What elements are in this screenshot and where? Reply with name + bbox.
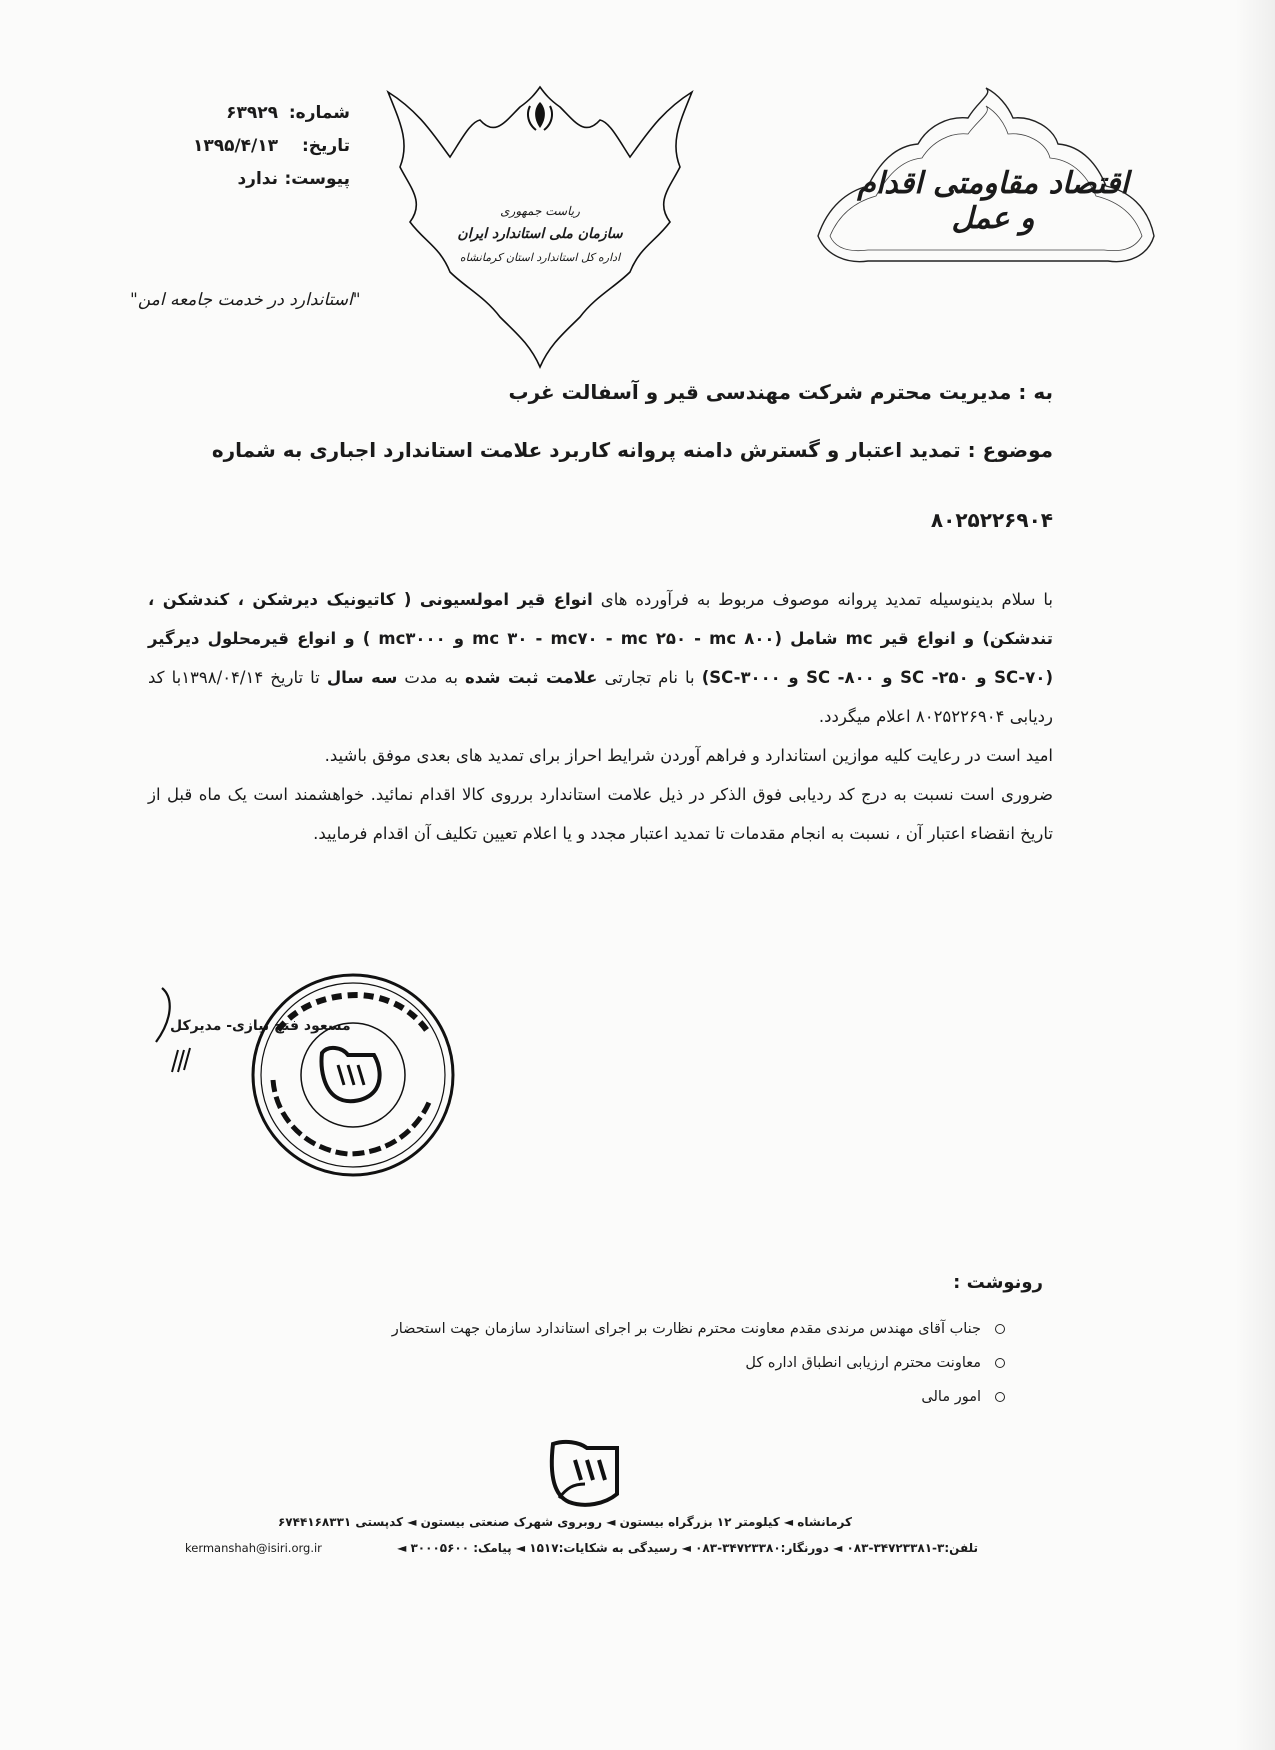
iran-emblem-icon [528,102,552,130]
footer-email: kermanshah@isiri.org.ir [185,1541,322,1555]
badge-slogan: اقتصاد مقاومتی اقدام و عمل [857,166,1129,236]
emblem-line-1: ریاست جمهوری [500,204,580,218]
attachment-row [150,162,350,195]
motto: "استاندارد در خدمت جامعه امن" [130,290,361,310]
attachment-label: پیوست: [284,168,350,189]
emblem-caption [420,200,660,269]
isiri-logo [545,1438,625,1510]
organization-emblem [380,82,700,377]
p1-until: تا تاریخ ۱۳۹۸/۰۴/۱۴با کد ردیابی ۸۰۲۵۲۲۶۹۰۴ اعلام میگردد. [148,668,1053,726]
emblem-line-2: سازمان ملی استاندارد ایران [457,226,623,242]
stamp-logo-icon [322,1048,380,1101]
signatory-name: مسعود فتح نیازی- مدیرکل [170,1018,351,1034]
cc-list [305,1312,1005,1414]
cc-title: رونوشت : [953,1272,1043,1293]
p1-intro: با سلام بدینوسیله تمدید پروانه موصوف مربوط به فرآورده های [592,590,1053,609]
letter-meta [150,96,350,195]
circle-bullet-icon [995,1324,1005,1334]
subject-number: ۸۰۲۵۲۲۶۹۰۴ [930,508,1053,532]
p1-registered: علامت ثبت شده [464,668,598,687]
p1-duration-label: به مدت [397,668,465,687]
footer-contact: تلفن:۳-۳۴۷۲۳۳۸۱-۰۸۳ ◄ دورنگار:۳۴۷۲۳۳۸۰-۰۸۳ ◄ رسیدگی به شکایات:۱۵۱۷ ◄ پیامک: ۳۰۰۰۵۶۰۰ ◄ [397,1541,978,1555]
isiri-logo-icon [545,1438,625,1510]
paragraph-3: ضروری است نسبت به درج کد ردیابی فوق الذکر در ذیل علامت استاندارد برروی کالا اقدام نمائید. خواهشمند است یک ماه قبل از تاریخ انقضاء اعتبار آن ، نسبت به انجام مقدمات تا تمدید اعتبار مجدد و یا اعلام تعیین تکلیف آن اقدام فرمایید. [148,785,1053,843]
cc-item [305,1346,1005,1380]
p1-duration: سه سال [326,668,398,687]
date-row [150,129,350,162]
cc-item [305,1380,1005,1414]
paragraph-1 [148,580,1053,736]
cc-item [305,1312,1005,1346]
paragraph-2: امید است در رعایت کلیه موازین استاندارد و فراهم آوردن شرایط احراز برای تمدید های بعدی موفق باشید. [324,746,1053,765]
subject: موضوع : تمدید اعتبار و گسترش دامنه پروانه کاربرد علامت استاندارد اجباری به شماره [211,438,1053,462]
stamp-icon [248,970,458,1180]
date-value: ۱۳۹۵/۴/۱۳ [192,135,278,156]
letter-body [148,580,1053,853]
emblem-line-3: اداره کل استاندارد استان کرمانشاه [459,251,621,264]
number-row [150,96,350,129]
number-label: شماره: [288,102,350,123]
official-stamp [248,970,458,1180]
footer-address: کرمانشاه ◄ کیلومتر ۱۲ بزرگراه بیستون ◄ روبروی شهرک صنعتی بیستون ◄ کدپستی ۶۷۴۴۱۶۸۳۳۱ [277,1515,852,1529]
attachment-value: ندارد [237,168,278,189]
cc-item-text: جناب آقای مهندس مرندی مقدم معاونت محترم نظارت بر اجرای استاندارد سازمان جهت استحضار [391,1321,981,1337]
circle-bullet-icon [995,1392,1005,1402]
cc-item-text: امور مالی [921,1389,981,1405]
circle-bullet-icon [995,1358,1005,1368]
slogan-badge [808,86,1164,278]
p1-products: انواع قیر امولسیونی ( کاتیونیک دیرشکن ، کندشکن ، تندشکن) و انواع قیر mc شامل (mc ۳۰ - mc۷۰ - mc ۲۵۰ - mc ۸۰۰ و mc۳۰۰۰ ) و انواع قیرمحلول دیرگیر (SC-۷۰ و SC -۲۵۰ و SC -۸۰۰ و SC-۳۰۰۰) [148,590,1053,687]
cc-item-text: معاونت محترم ارزیابی انطباق اداره کل [745,1355,981,1371]
addressee: به : مدیریت محترم شرکت مهندسی قیر و آسفالت غرب [508,380,1053,404]
date-label: تاریخ: [302,135,350,156]
number-value: ۶۳۹۲۹ [226,102,278,123]
p1-trade: با نام تجارتی [597,668,702,687]
